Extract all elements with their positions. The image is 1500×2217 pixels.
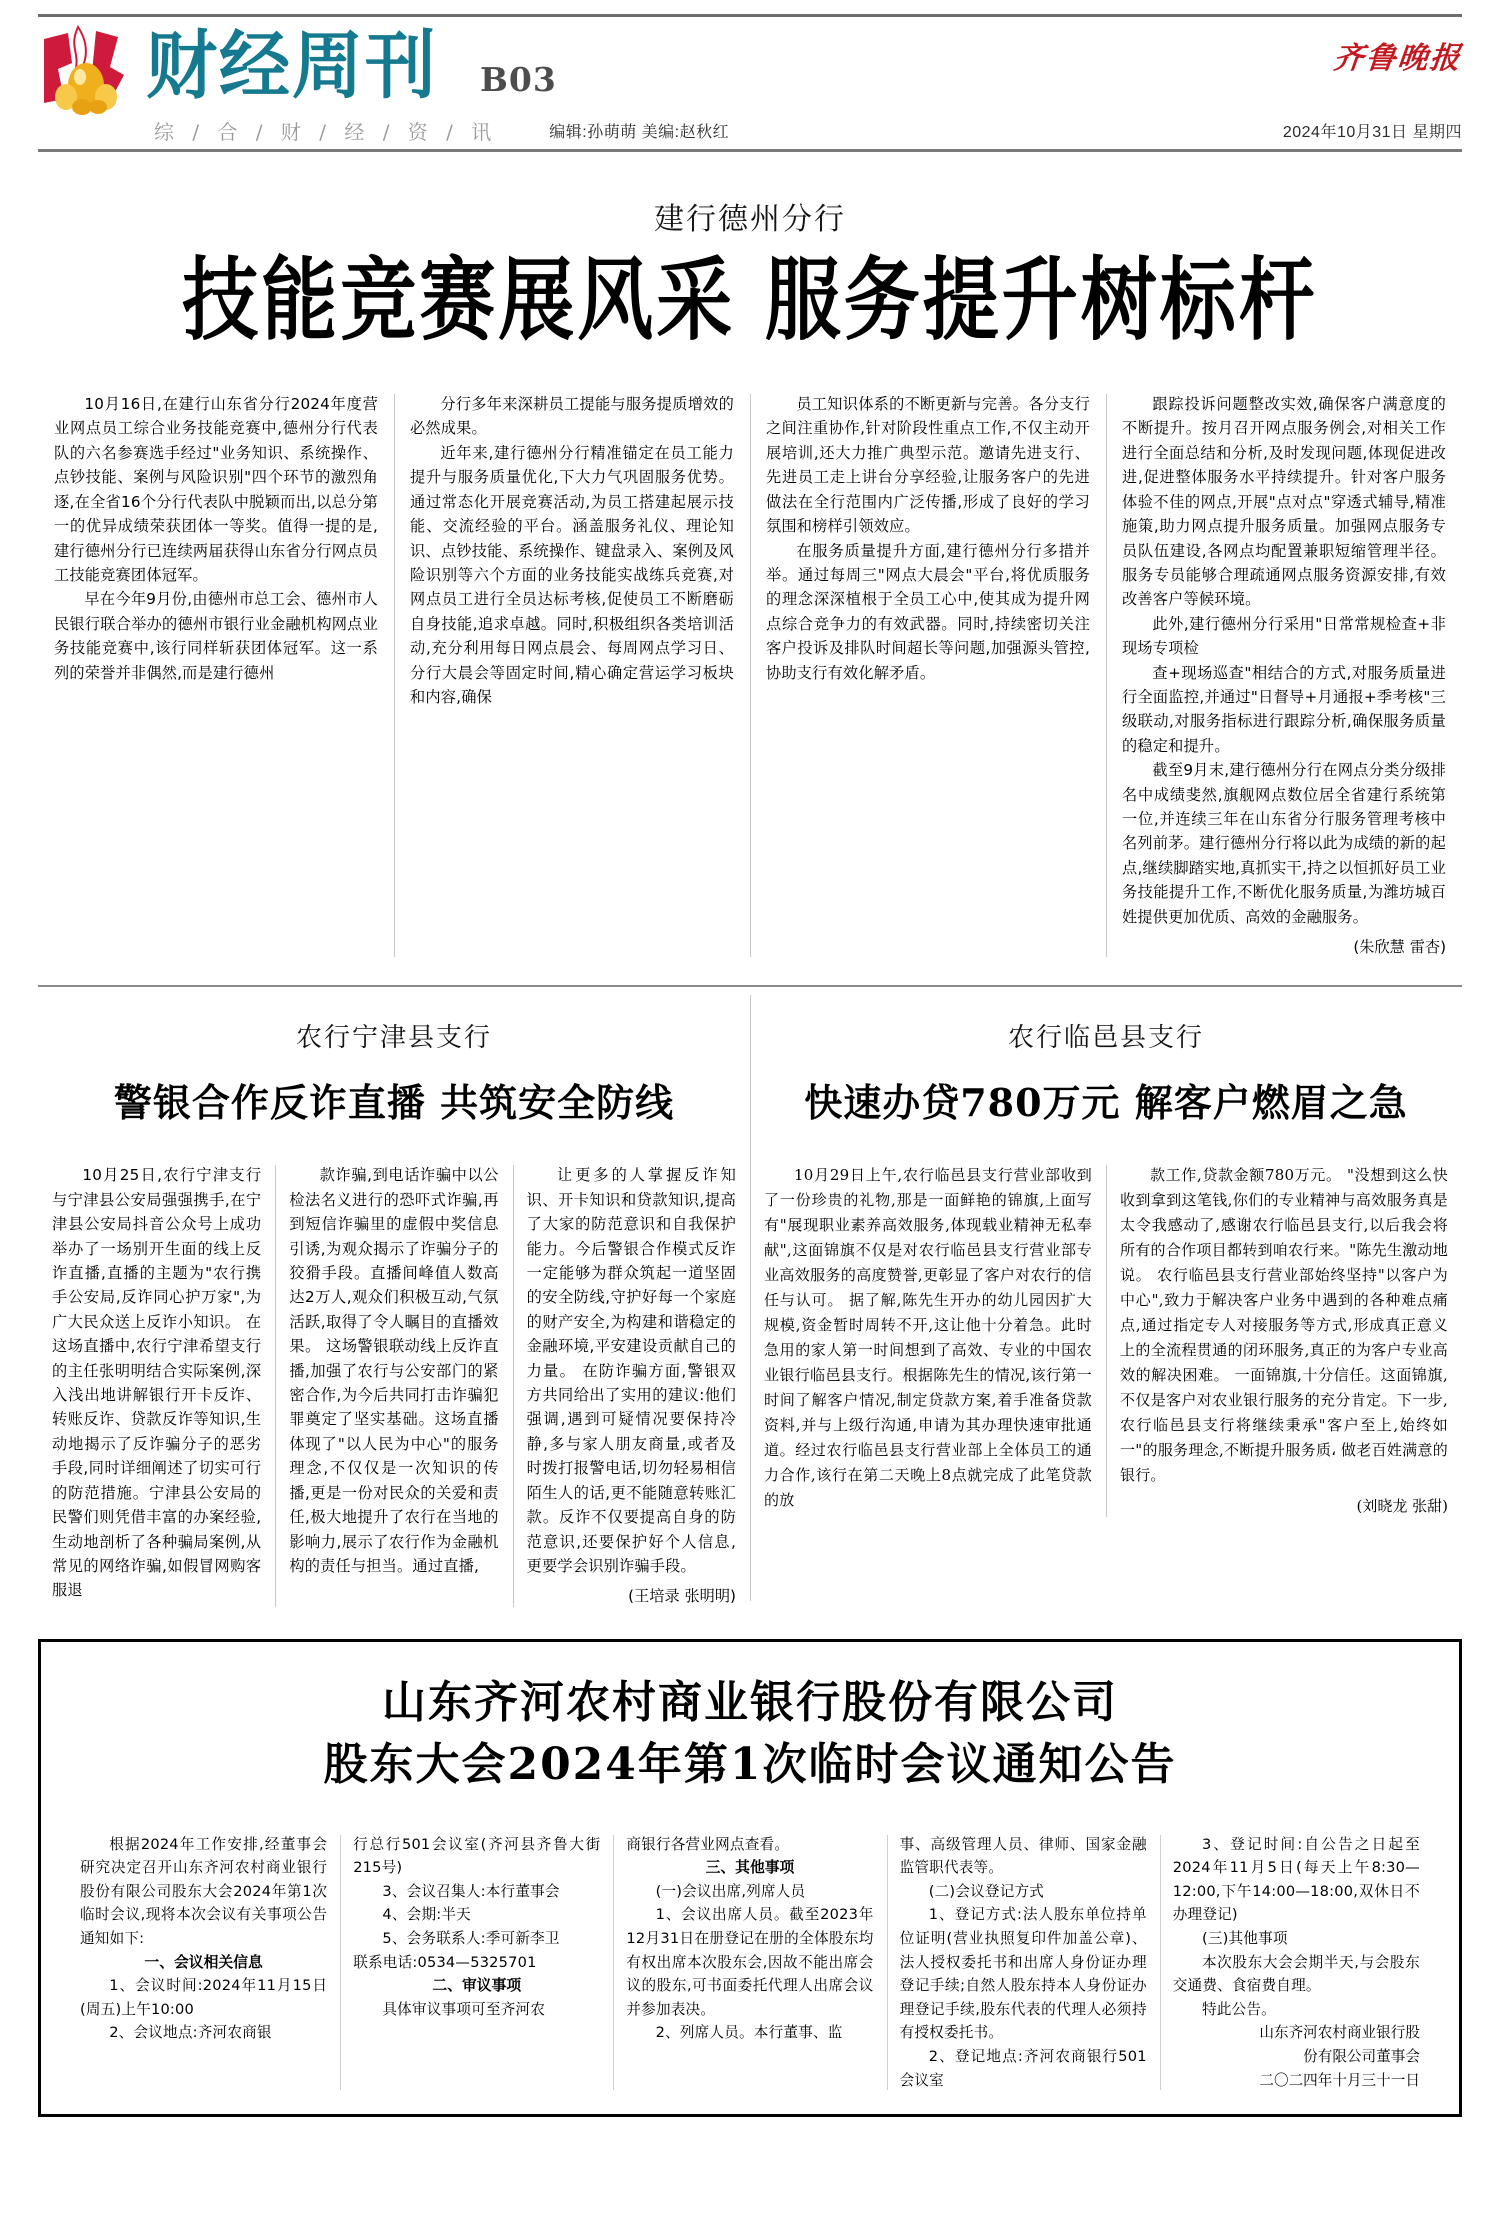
paragraph: 分行多年来深耕员工提能与服务提质增效的必然成果。 — [410, 395, 734, 438]
paragraph: 具体审议事项可至齐河农 — [382, 2000, 546, 2018]
publication-brand: 齐鲁晚报 — [1331, 41, 1464, 76]
paragraph: 早在今年9月份,由德州市总工会、德州市人民银行联合举办的德州市银行业金融机构网点业务技能竞赛中,该行同样斩获团体冠军。这一系列的荣誉并非偶然,而是建行德州 — [54, 590, 378, 682]
notice-date: 二〇二四年十月三十一日 — [1259, 2071, 1420, 2089]
paragraph: 特此公告。 — [1201, 2000, 1276, 2018]
editor-credit: 编辑:孙萌萌 美编:赵秋红 — [549, 123, 730, 141]
paragraph: 查+现场巡查"相结合的方式,对服务质量进行全面监控,并通过"日督导+月通报+季考核"三级联动,对服务指标进行跟踪分析,确保服务质量的稳定和提升。 — [1122, 663, 1446, 755]
paragraph: 1、会议时间:2024年11月15日(周五)上午10:00 — [80, 1977, 328, 2018]
lead-column-1 — [38, 392, 394, 959]
notice-signature: 份有限公司董事会 — [1303, 2048, 1420, 2066]
page-number: B03 — [480, 60, 557, 99]
notice-column-5 — [1160, 1833, 1433, 2093]
notice-title-line-2: 股东大会2024年第1次临时会议通知公告 — [323, 1739, 1177, 1791]
story-byline: (王培录 张明明) — [628, 1587, 736, 1606]
paragraph: 10月25日,农行宁津支行与宁津县公安局强强携手,在宁津县公安局抖音公众号上成功举办了一场别开生面的线上反诈直播,直播的主题为"农行携手公安局,反诈同心护万家",为广大民众送上反诈小知识。 在这场直播中,农行宁津希望支行的主任张明明结合实际案例,深入浅出地讲解银行开卡反诈、转账反诈、贷款反诈等知识,生动地揭示了反诈骗分子的恶劣手段,同时详细阐述了切实可行的防范措施。宁津县公安局的民警们则凭借丰富的办案经验,生动地剖析了各种骗局案例,从常见的网络诈骗,如假冒网购客服退 — [52, 1166, 262, 1600]
paragraph: 2、登记地点:齐河农商银行501会议室 — [899, 2048, 1147, 2089]
story-byline: (刘晓龙 张甜) — [1356, 1497, 1448, 1516]
paragraph: 10月29日上午,农行临邑县支行营业部收到了一份珍贵的礼物,那是一面鲜艳的锦旗,上面写有"展现职业素养高效服务,体现载业精神无私奉献",这面锦旗不仅是对农行临邑县支行营业部专业高效服务的高度赞誉,更彰显了客户对农行的信任与认可。 据了解,陈先生开办的幼儿园因扩大规模,资金暂时周转不开,这让他十分着急。此时急用的家人第一时间想到了高效、专业的中国农业银行临邑县支行。根据陈先生的情况,该行第一时间了解客户情况,制定贷款方案,着手准备贷款资料,并与上级行沟通,申请为其办理快速审批通道。经过农行临邑县支行营业部上全体员工的通力合作,该行在第二天晚上8点就完成了此笔贷款的放 — [764, 1166, 1092, 1510]
lead-byline: (朱欣慧 雷杏) — [1353, 938, 1446, 957]
paragraph: 行总行501会议室(齐河县齐鲁大街215号) — [353, 1835, 601, 1877]
paragraph: 根据2024年工作安排,经董事会研究决定召开山东齐河农村商业银行股份有限公司股东大会2024年第1次临时会议,现将本次会议有关事项公告通知如下: — [80, 1835, 328, 1948]
lead-column-2 — [394, 392, 750, 959]
middle-section — [38, 987, 1462, 1608]
story-linyi — [750, 987, 1462, 1608]
notice-title-line-1: 山东齐河农村商业银行股份有限公司 — [382, 1676, 1118, 1728]
issue-date: 2024年10月31日 星期四 — [1282, 123, 1462, 141]
masthead — [38, 17, 1462, 113]
paragraph: 员工知识体系的不断更新与完善。各分支行之间注重协作,针对阶段性重点工作,不仅主动开展培训,还大力推广典型示范。邀请先进支行、先进员工走上讲台分享经验,让服务客户的先进做法在全行范围内广泛传播,形成了良好的学习氛围和榜样引领效应。 — [766, 395, 1090, 536]
story-column-1 — [750, 1163, 1106, 1519]
masthead-title: 财经周刊 — [146, 23, 438, 109]
paragraph: 让更多的人掌握反诈知识、开卡知识和贷款知识,提高了大家的防范意识和自我保护能力。今后警银合作模式反诈一定能够为群众筑起一道坚固的安全防线,守护好每一个家庭的财产安全,为构建和谐稳定的金融环境,平安建设贡献自己的力量。 在防诈骗方面,警银双方共同给出了实用的建议:他们强调,遇到可疑情况要保持冷静,多与家人朋友商量,或者及时拨打报警电话,切勿轻易相信陌生人的话,更不能随意转账汇款。反诈不仅要提高自身的防范意识,还要保护好个人信息,更要学会识别诈骗手段。 — [526, 1166, 736, 1575]
lead-column-4 — [1106, 392, 1462, 959]
section-kicker: 综 / 合 / 财 / 经 / 资 / 讯 — [154, 119, 498, 144]
story-kicker: 农行宁津县支行 — [295, 1022, 492, 1053]
notice-subheading: 一、会议相关信息 — [144, 1953, 263, 1971]
paragraph: 3、会议召集人:本行董事会 — [382, 1882, 560, 1900]
lead-headline: 技能竞赛展风采 服务提升树标杆 — [182, 247, 1318, 353]
notice-column-1 — [67, 1833, 340, 2093]
lead-body — [38, 392, 1462, 959]
paragraph: 3、登记时间:自公告之日起至2024年11月5日(每天上午8:30—12:00,下午14:00—18:00,双休日不办理登记) — [1172, 1835, 1420, 1924]
newspaper-page — [0, 14, 1500, 2217]
notice-column-2 — [340, 1833, 613, 2093]
lead-column-3 — [750, 392, 1106, 959]
paragraph: 款诈骗,到电话诈骗中以公检法名义进行的恐吓式诈骗,再到短信诈骗里的虚假中奖信息引诱,为观众揭示了诈骗分子的狡猾手段。直播间峰值人数高达2万人,观众们积极互动,气氛活跃,取得了令人瞩目的直播效果。 这场警银联动线上反诈直播,加强了农行与公安部门的紧密合作,为今后共同打击诈骗犯罪奠定了坚实基础。这场直播体现了"以人民为中心"的服务理念,不仅仅是一次知识的传播,更是一份对民众的关爱和责任,极大地提升了农行在当地的影响力,展示了农行作为金融机构的责任与担当。通过直播, — [289, 1166, 499, 1575]
paragraph: (一)会议出席,列席人员 — [655, 1882, 806, 1900]
notice-column-4 — [887, 1833, 1160, 2093]
paragraph: 1、登记方式:法人股东单位持单位证明(营业执照复印件加盖公章)、法人授权委托书和出席人身份证办理登记手续;自然人股东持本人身份证办理登记手续,股东代表的代理人必须持有授权委托书。 — [899, 1906, 1147, 2042]
paragraph: 5、会务联系人:季可新李卫 — [382, 1930, 560, 1948]
paragraph: 商银行各营业网点查看。 — [626, 1835, 790, 1853]
notice-column-3 — [613, 1833, 886, 2093]
paragraph: (二)会议登记方式 — [928, 1882, 1045, 1900]
story-column-2 — [1106, 1163, 1462, 1519]
masthead-subline — [38, 113, 1462, 147]
paragraph: (三)其他事项 — [1201, 1930, 1288, 1948]
paragraph: 近年来,建行德州分行精准锚定在员工能力提升与服务质量优化,下大力气巩固服务优势。通过常态化开展竞赛活动,为员工搭建起展示技能、交流经验的平台。涵盖服务礼仪、理论知识、点钞技能、系统操作、键盘录入、案例及风险识别等六个方面的业务技能实战练兵竞赛,对网点员工进行全员达标考核,促使员工不断磨砺自身技能,追求卓越。同时,积极组织各类培训活动,充分利用每日网点晨会、每周网点学习日、分行大晨会等固定时间,精心确定营运学习板块和内容,确保 — [410, 443, 734, 706]
paragraph: 本次股东大会会期半天,与会股东交通费、食宿费自理。 — [1172, 1953, 1420, 1995]
story-column-2 — [275, 1163, 512, 1608]
notice-subheading: 三、其他事项 — [705, 1859, 795, 1877]
paragraph: 4、会期:半天 — [382, 1906, 471, 1924]
paragraph: 联系电话:0534—5325701 — [353, 1953, 537, 1971]
notice-columns — [67, 1833, 1433, 2093]
story-column-1 — [38, 1163, 275, 1608]
paragraph: 10月16日,在建行山东省分行2024年度营业网点员工综合业务技能竞赛中,德州分行代表队的六名参赛选手经过"业务知识、系统操作、点钞技能、案例与风险识别"四个环节的激烈角逐,在全省16个分行代表队中脱颖而出,以总分第一的优异成绩荣获团体一等奖。值得一提的是,建行德州分行已连续两届获得山东省分行网点员工技能竞赛团体冠军。 — [54, 395, 378, 584]
masthead-bottom-rule — [38, 149, 1462, 152]
notice-subheading: 二、审议事项 — [432, 1977, 522, 1995]
lead-kicker: 建行德州分行 — [654, 202, 846, 237]
story-column-3 — [513, 1163, 750, 1608]
story-ningjin — [38, 987, 750, 1608]
paragraph: 在服务质量提升方面,建行德州分行多措并举。通过每周三"网点大晨会"平台,将优质服务的理念深深植根于全员工心中,使其成为提升网点综合竞争力的有效武器。同时,持续密切关注客户投诉及排队时间超长等问题,加强源头管控,协助支行有效化解矛盾。 — [766, 541, 1090, 682]
shareholder-notice-box — [38, 1639, 1462, 2117]
paragraph: 跟踪投诉问题整改实效,确保客户满意度的不断提升。按月召开网点服务例会,对相关工作进行全面总结和分析,及时发现问题,体现促进改进,促进整体服务水平持续提升。针对客户服务体验不佳的网点,开展"点对点"穿透式辅导,精准施策,助力网点提升服务质量。加强网点服务专员队伍建设,各网点均配置兼职短缩管理半径。服务专员能够合理疏通网点服务资源安排,有效改善客户等候环境。 — [1122, 395, 1446, 609]
story-headline: 快速办贷780万元 解客户燃眉之急 — [804, 1080, 1408, 1126]
paragraph: 款工作,贷款金额780万元。 "没想到这么快收到拿到这笔钱,你们的专业精神与高效服务真是太令我感动了,感谢农行临邑县支行,以后我会将所有的合作项目都转到咱农行来。"陈先生激动地说。 农行临邑县支行营业部始终坚持"以客户为中心",致力于解决客户业务中遇到的各种难点痛点,通过指定专人对接服务等方式,形成真正意义上的全流程贯通的闭环服务,真正的为客户专业高效的解决困难。 一面锦旗,十分信任。这面锦旗,不仅是客户对农业银行服务的充分肯定。下一步,农行临邑县支行将继续秉承"客户至上,始终如一"的服务理念,不断提升服务质، 做老百姓满意的银行。 — [1120, 1166, 1448, 1485]
story-columns — [38, 1163, 750, 1608]
paragraph: 2、列席人员。本行董事、监 — [655, 2024, 843, 2042]
paragraph: 事、高级管理人员、律师、国家金融监管职代表等。 — [899, 1835, 1147, 1877]
paragraph: 截至9月末,建行德州分行在网点分类分级排名中成绩斐然,旗舰网点数位居全省建行系统第一位,并连续三年在山东省分行服务管理考核中名列前茅。建行德州分行将以此为成绩的新的起点,继续脚踏实地,真抓实干,持之以恒抓好员工业务技能提升工作,不断优化服务质量,为潍坊城百姓提供更加优质、高效的金融服务。 — [1122, 761, 1446, 926]
paragraph: 1、会议出席人员。截至2023年12月31日在册登记在册的全体股东均有权出席本次股东会,因故不能出席会议的股东,可书面委托代理人出席会议并参加表决。 — [626, 1906, 874, 2018]
flame-logo-icon — [38, 23, 142, 115]
story-columns — [750, 1163, 1462, 1519]
paragraph: 此外,建行德州分行采用"日常常规检查+非现场专项检 — [1122, 614, 1446, 658]
story-headline: 警银合作反诈直播 共筑安全防线 — [113, 1080, 675, 1126]
paragraph: 2、会议地点:齐河农商银 — [109, 2024, 272, 2042]
story-kicker: 农行临邑县支行 — [1007, 1022, 1204, 1053]
notice-signature: 山东齐河农村商业银行股 — [1259, 2024, 1420, 2042]
